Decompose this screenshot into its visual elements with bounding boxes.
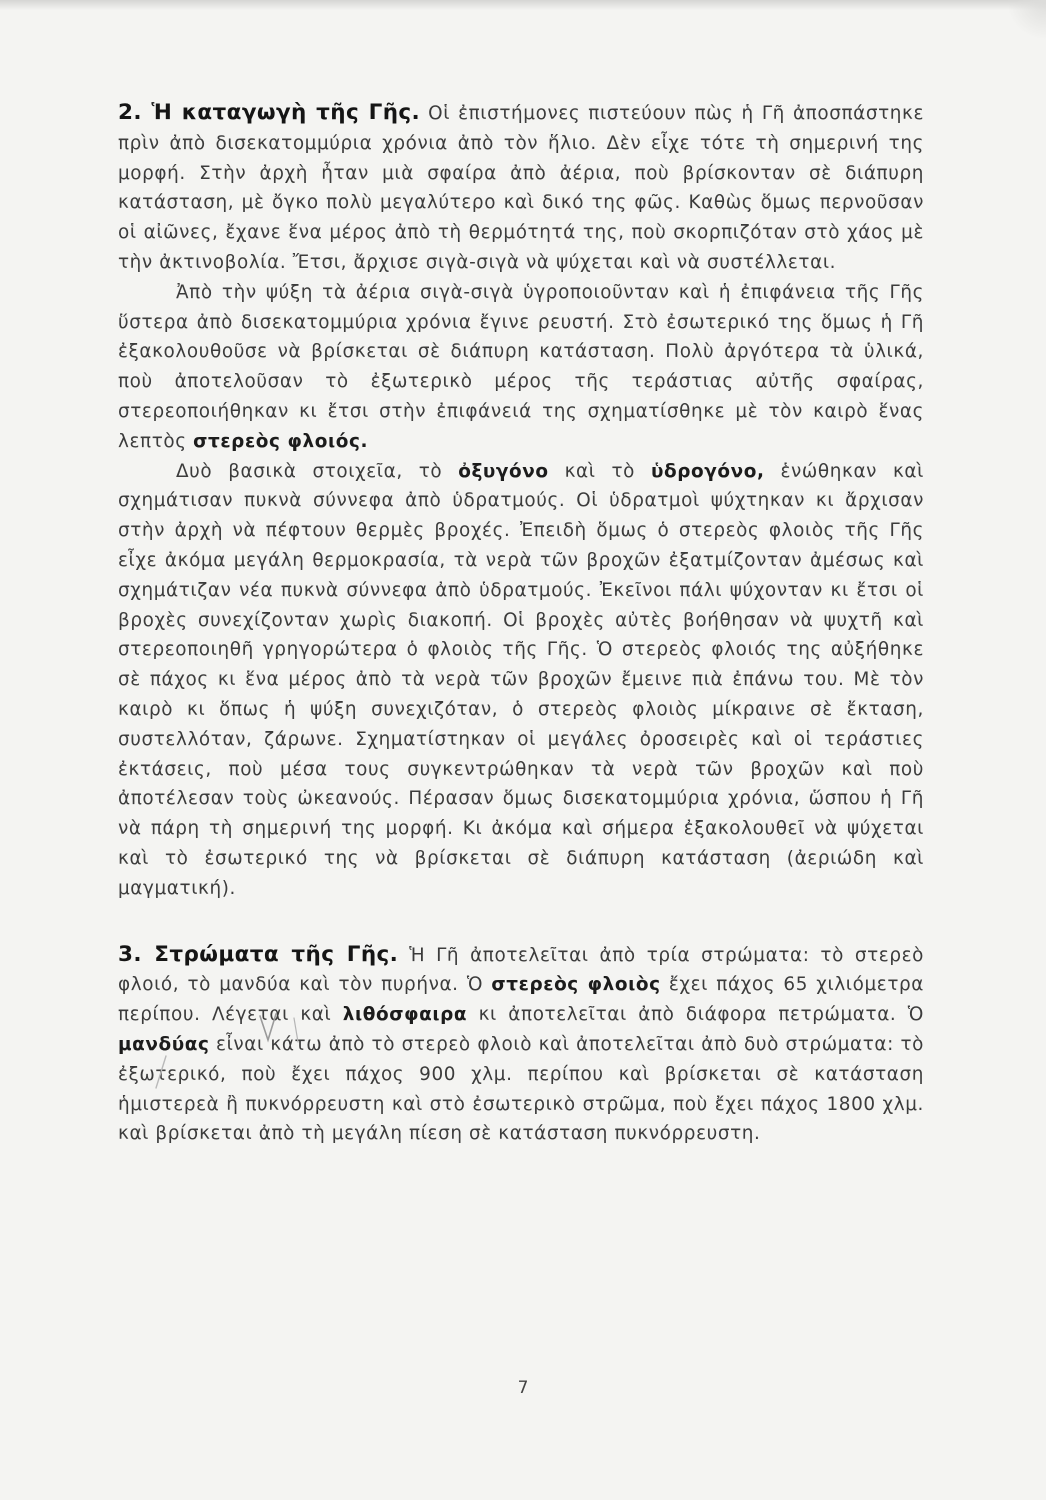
pencil-checkmark-icon — [254, 1008, 314, 1048]
section-2-paragraph-1 — [118, 98, 924, 278]
term-hydrogen: ὑδρογόνο, — [650, 460, 765, 482]
section-2-text-3c: ἑνώθηκαν καὶ σχημάτισαν πυκνὰ σύννεφα ἀπὸ ὑδρατμούς. Οἱ ὑδρατμοὶ ψύχτηκαν κι ἄρχισαν στὴν ἀρχὴ νὰ πέφτουν θερμὲς βροχές. Ἐπειδὴ ὅμως ὁ στερεὸς φλοιὸς τῆς Γῆς εἶχε ἀκόμα μεγάλη θερμοκρασία, τὰ νερὰ τῶν βροχῶν ἐξατμίζονταν ἀμέσως καὶ σχημάτιζαν νέα πυκνὰ σύννεφα ἀπὸ ὑδρατμούς. Ἐκεῖνοι πάλι ψύχονταν κι ἔτσι οἱ βροχὲς συνεχίζονταν χωρὶς διακοπή. Οἱ βροχὲς αὐτὲς βοήθησαν νὰ ψυχτῆ καὶ στερεοποιηθῆ γρηγορώτερα ὁ φλοιὸς τῆς Γῆς. Ὁ στερεὸς φλοιός της αὐξήθηκε σὲ πάχος κι ἕνα μέρος ἀπὸ τὰ νερὰ τῶν βροχῶν ἔμεινε πιὰ ἐπάνω του. Μὲ τὸν καιρὸ κι ὅπως ἡ ψύξη συνεχιζόταν, ὁ στερεὸς φλοιὸς μίκραινε σὲ ἔκταση, συστελλόταν, ζάρωνε. Σχηματίστηκαν οἱ μεγάλες ὀροσειρὲς καὶ οἱ τεράστιες ἐκτάσεις, ποὺ μέσα τους συγκεντρώθηκαν τὰ νερὰ τῶν βροχῶν καὶ ποὺ ἀποτέλεσαν τοὺς ὠκεανούς. Πέρασαν ὅμως δισεκατομμύρια χρόνια, ὥσπου ἡ Γῆ νὰ πάρη τὴ σημερινή της μορφή. Κι ἀκόμα καὶ σήμερα ἐξακολουθεῖ νὰ ψύχεται καὶ τὸ ἐσωτερικό της νὰ βρίσκεται σὲ διάπυρη κατάσταση (ἀεριώδη καὶ μαγματική). — [118, 460, 924, 899]
section-2-text-1: Οἱ ἐπιστήμονες πιστεύουν πὼς ἡ Γῆ ἀποσπάστηκε πρὶν ἀπὸ δισεκατομμύρια χρόνια ἀπὸ τὸν ἥλιο. Δὲν εἶχε τότε τὴ σημερινή της μορφή. Στὴν ἀρχὴ ἦταν μιὰ σφαίρα ἀπὸ ἀέρια, ποὺ βρίσκονταν σὲ διάπυρη κατάσταση, μὲ ὄγκο πολὺ μεγαλύτερο καὶ δικό της φῶς. Καθὼς ὅμως περνοῦσαν οἱ αἰῶνες, ἔχανε ἕνα μέρος ἀπὸ τὴ θερμότητά της, ποὺ σκορπιζόταν στὸ χάος μὲ τὴν ἀκτινοβολία. Ἔτσι, ἄρχισε σιγὰ-σιγὰ νὰ ψύχεται καὶ νὰ συστέλλεται. — [118, 103, 925, 273]
page-number: 7 — [517, 1378, 529, 1398]
section-2-text-3a: Δυὸ βασικὰ στοιχεῖα, τὸ — [176, 460, 443, 482]
term-lithosphere: λιθόσφαιρα — [342, 1004, 468, 1026]
section-3-heading: 3. Στρώματα τῆς Γῆς. — [118, 941, 399, 967]
term-solid-crust-2: στερεὸς φλοιὸς — [491, 974, 661, 996]
section-2-heading: 2. Ἡ καταγωγὴ τῆς Γῆς. — [118, 100, 421, 125]
term-oxygen: ὀξυγόνο — [458, 460, 549, 482]
page-corner-shadow — [1006, 0, 1046, 40]
section-3-text-2: ἔχει πάχος 65 χιλιόμετρα περίπου. Λέγεται καὶ — [118, 974, 924, 1026]
section-2-text-2: Ἀπὸ τὴν ψύξη τὰ ἀέρια σιγὰ-σιγὰ ὑγροποιοῦνταν καὶ ἡ ἐπιφάνεια τῆς Γῆς ὕστερα ἀπὸ δισεκατομμύρια χρόνια ἔγινε ρευστή. Στὸ ἐσωτερικό της ὅμως ἡ Γῆ ἐξακολουθοῦσε νὰ βρίσκεται σὲ διάπυρη κατάσταση. Πολὺ ἀργότερα τὰ ὑλικά, ποὺ ἀποτελοῦσαν τὸ ἐξωτερικὸ μέρος τῆς τεράστιας αὐτῆς σφαίρας, στερεοποιήθηκαν κι ἔτσι στὴν ἐπιφάνειά της σχηματίσθηκε μὲ τὸν καιρὸ ἕνας λεπτὸς — [118, 281, 924, 452]
section-2-text-3b: καὶ τὸ — [564, 460, 636, 482]
pencil-mark-icon — [140, 1052, 180, 1092]
section-2-paragraph-3 — [118, 457, 924, 904]
term-solid-crust: στερεὸς φλοιός. — [193, 430, 369, 452]
document-body — [118, 98, 924, 1149]
section-3-text-4: εἶναι κάτω ἀπὸ τὸ στερεὸ φλοιὸ καὶ ἀποτελεῖται ἀπὸ δυὸ στρώματα: τὸ ἐξωτερικό, ποὺ ἔχει πάχος 900 χλμ. περίπου καὶ βρίσκεται σὲ κατάσταση ἡμιστερεὰ ἢ πυκνόρρευστη καὶ στὸ ἐσωτερικὸ στρῶμα, ποὺ ἔχει πάχος 1800 χλμ. καὶ βρίσκεται ἀπὸ τὴ μεγάλη πίεση σὲ κατάσταση πυκνόρρευστη. — [118, 1033, 924, 1145]
page-edge-shadow — [0, 0, 1046, 10]
section-3-paragraph — [118, 940, 924, 1150]
section-3-text-3: κι ἀποτελεῖται ἀπὸ διάφορα πετρώματα. Ὁ — [478, 1004, 924, 1026]
section-3-text-1: Ἡ Γῆ ἀποτελεῖται ἀπὸ τρία στρώματα: τὸ στερεὸ φλοιό, τὸ μανδύα καὶ τὸν πυρήνα. Ὁ — [118, 944, 925, 996]
term-mantle: μανδύας — [118, 1033, 210, 1055]
section-2-paragraph-2 — [118, 278, 924, 457]
